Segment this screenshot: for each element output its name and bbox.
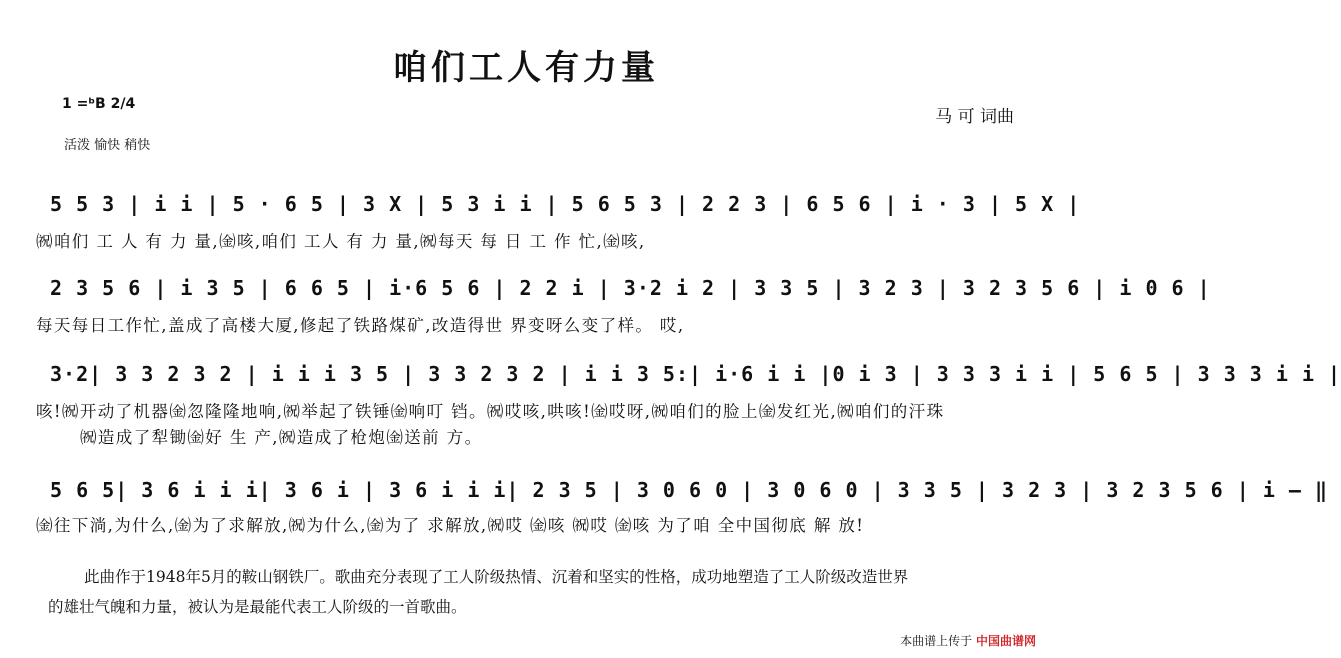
notation-line-4: 5 6 5| 3 6 i i i| 3 6 i | 3 6 i i i| 2 3 5 | 3 0 6 0 | 3 0 6 0 | 3 3 5 | 3 2 3 | 3 2 3 5 6 | i — ‖	[50, 478, 1329, 502]
source-label: 本曲谱上传于	[900, 634, 973, 648]
lyric-line-4: ㈮往下淌,为什么,㈮为了求解放,㈷为什么,㈮为了 求解放,㈷哎 ㈮咳 ㈷哎 ㈮咳 为了咱 全中国彻底 解 放!	[36, 516, 865, 535]
composer-credit: 马 可 词曲	[935, 107, 1014, 127]
tempo-marking: 活泼 愉快 稍快	[64, 138, 151, 153]
song-title: 咱们工人有力量	[393, 48, 659, 88]
description-line-1: 此曲作于1948年5月的鞍山钢铁厂。歌曲充分表现了工人阶级热情、沉着和坚实的性格，成功地塑造了工人阶级改造世界	[84, 568, 909, 586]
key-signature: 1 =ᵇB 2/4	[62, 96, 136, 112]
site-logo[interactable]: 中国曲谱网	[975, 634, 1036, 648]
notation-line-1: 5 5 3 | i i | 5 · 6 5 | 3 X | 5 3 i i | 5 6 5 3 | 2 2 3 | 6 5 6 | i · 3 | 5 X |	[50, 192, 1081, 216]
song-description	[48, 562, 1028, 622]
lyric-line-3a: 咳!㈷开动了机器㈮忽隆隆地响,㈷举起了铁锤㈮响叮 铛。㈷哎咳,哄咳!㈮哎呀,㈷咱们的脸上㈮发红光,㈷咱们的汗珠	[36, 402, 945, 421]
lyric-line-2: 每天每日工作忙,盖成了高楼大厦,修起了铁路煤矿,改造得世 界变呀么变了样。 哎,	[36, 316, 685, 335]
description-line-2: 的雄壮气魄和力量，被认为是最能代表工人阶级的一首歌曲。	[48, 598, 467, 616]
source-footer	[900, 632, 1036, 649]
notation-line-2: 2 3 5 6 | i 3 5 | 6 6 5 | i·6 5 6 | 2 2 i | 3·2 i 2 | 3 3 5 | 3 2 3 | 3 2 3 5 6 | i 0 6 |	[50, 276, 1211, 300]
notation-line-3: 3·2| 3 3 2 3 2 | i i i 3 5 | 3 3 2 3 2 | i i 3 5:| i·6 i i |0 i 3 | 3 3 3 i i | 5 6 5 | 3 3 3 i i |	[50, 362, 1341, 386]
lyric-line-1: ㈷咱们 工 人 有 力 量,㈮咳,咱们 工人 有 力 量,㈷每天 每 日 工 作 忙,㈮咳,	[36, 232, 646, 251]
lyric-line-3b: ㈷造成了犁锄㈮好 生 产,㈷造成了枪炮㈮送前 方。	[80, 428, 483, 447]
